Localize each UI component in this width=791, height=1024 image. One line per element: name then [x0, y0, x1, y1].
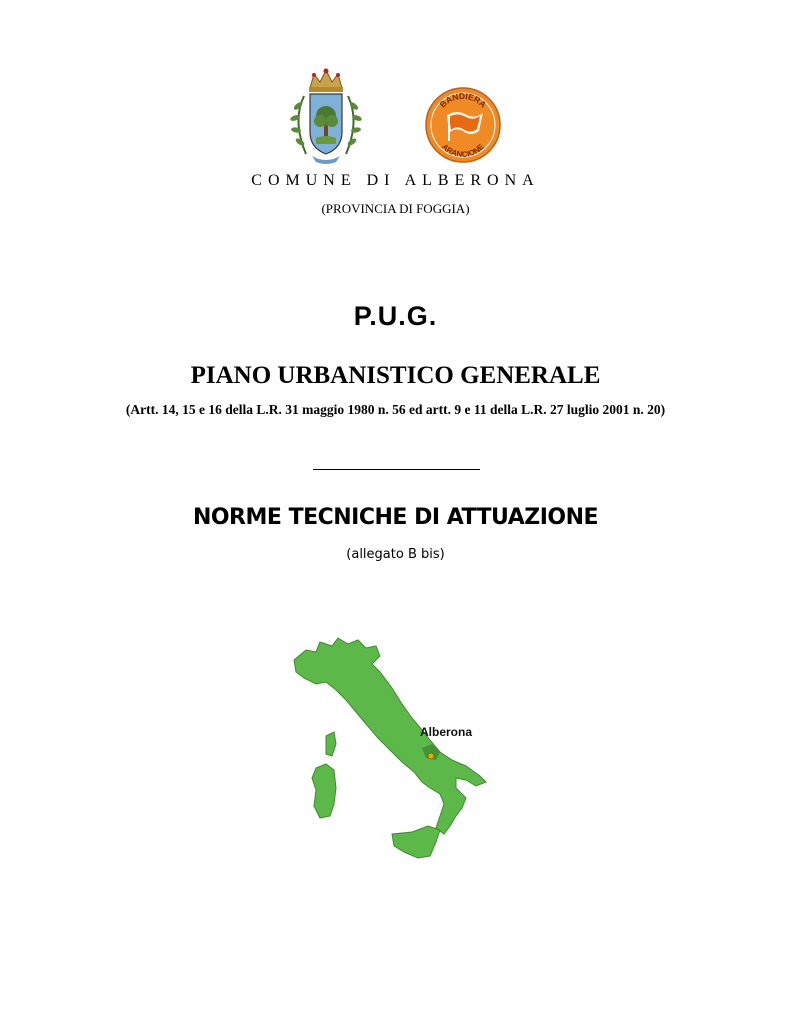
divider — [313, 469, 480, 470]
document-heading: NORME TECNICHE DI ATTUAZIONE — [192, 505, 599, 530]
annex-label: (allegato B bis) — [346, 547, 445, 562]
comune-title: COMUNE DI ALBERONA — [251, 172, 540, 189]
logo-text-top: BANDIERA — [437, 90, 489, 110]
italy-map-icon — [280, 620, 520, 880]
pug-acronym: P.U.G. — [353, 301, 438, 331]
coat-of-arms-icon — [286, 66, 366, 168]
provincia-subtitle: (PROVINCIA DI FOGGIA) — [321, 201, 470, 216]
plan-full-title: PIANO URBANISTICO GENERALE — [190, 362, 601, 389]
logo-text-bottom: ARANCIONE — [440, 142, 486, 160]
legal-reference: (Artt. 14, 15 e 16 della L.R. 31 maggio 1980 n. 56 ed artt. 9 e 11 della L.R. 27 luglio 2001 n. 20) — [125, 402, 666, 417]
bandiera-arancione-logo-icon — [423, 85, 503, 165]
map-label-alberona: Alberona — [420, 725, 473, 739]
